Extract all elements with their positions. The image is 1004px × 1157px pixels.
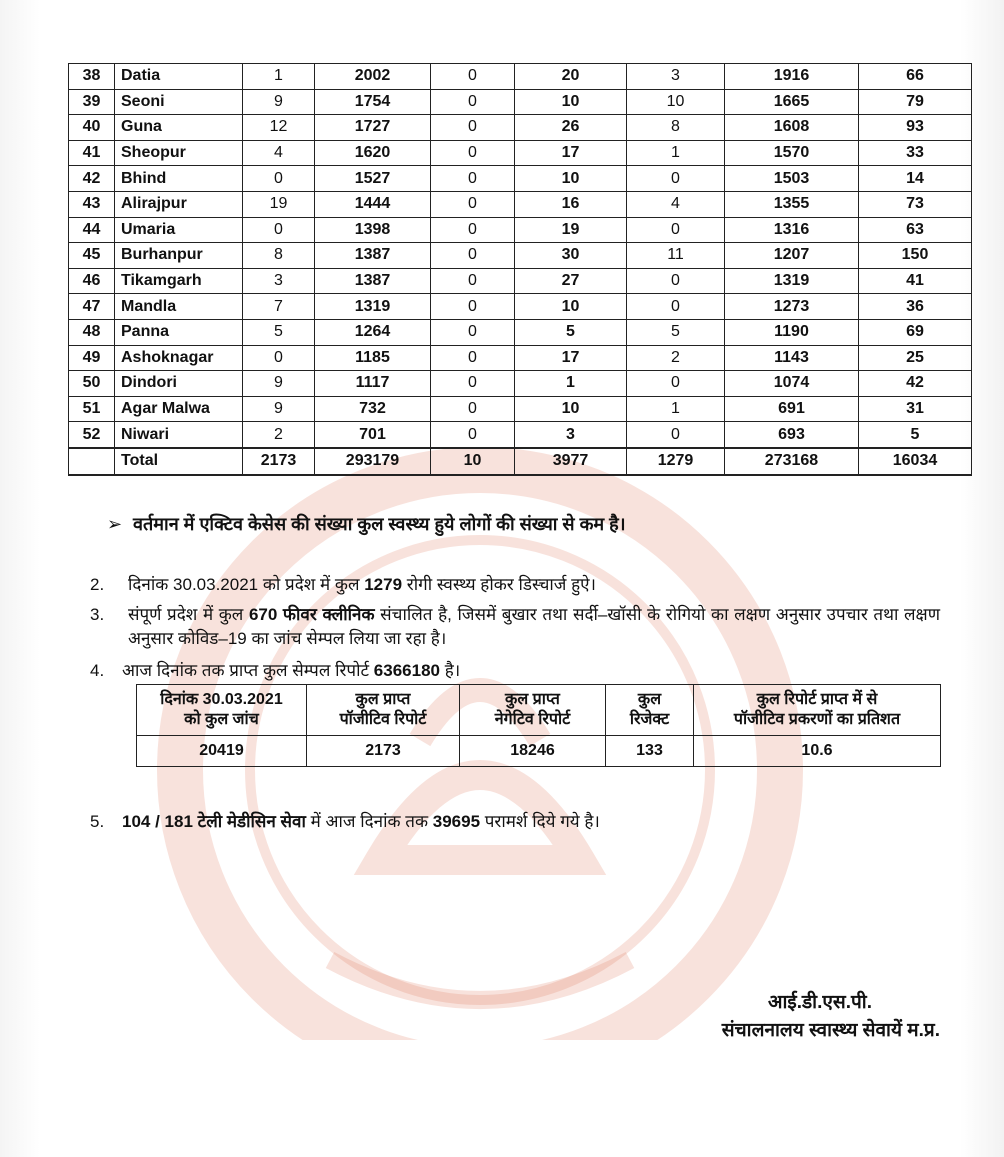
table-cell: 17 <box>515 140 627 166</box>
table-cell: 1273 <box>725 294 859 320</box>
table-row <box>69 191 972 217</box>
table-cell: 0 <box>431 115 515 141</box>
table-cell: 1444 <box>315 191 431 217</box>
table-cell: Agar Malwa <box>115 396 243 422</box>
table-cell: 42 <box>859 371 972 397</box>
table-cell: 3 <box>627 64 725 90</box>
table-cell: 4 <box>243 140 315 166</box>
table-row <box>69 166 972 192</box>
table-cell: 33 <box>859 140 972 166</box>
table-cell: 39 <box>69 89 115 115</box>
table-cell: 1 <box>627 396 725 422</box>
table-cell: 1 <box>515 371 627 397</box>
table-cell: 63 <box>859 217 972 243</box>
table-cell: 30 <box>515 243 627 269</box>
table-cell: 1 <box>243 64 315 90</box>
table-cell: 38 <box>69 64 115 90</box>
active-cases-note <box>107 512 626 536</box>
total-cell: 3977 <box>515 448 627 475</box>
sample-value-cell: 20419 <box>137 736 307 767</box>
table-cell: Mandla <box>115 294 243 320</box>
total-cell: 16034 <box>859 448 972 475</box>
table-cell: 1319 <box>315 294 431 320</box>
table-row <box>69 396 972 422</box>
table-row <box>69 294 972 320</box>
table-cell: Dindori <box>115 371 243 397</box>
signature-idsp: आई.डी.एस.पी. <box>767 992 872 1013</box>
table-cell: 1608 <box>725 115 859 141</box>
table-cell: 10 <box>515 89 627 115</box>
table-cell: 19 <box>243 191 315 217</box>
table-cell: Seoni <box>115 89 243 115</box>
table-cell: 1207 <box>725 243 859 269</box>
table-cell: Alirajpur <box>115 191 243 217</box>
table-cell: 52 <box>69 422 115 448</box>
sample-value-cell: 133 <box>606 736 694 767</box>
table-cell: 1398 <box>315 217 431 243</box>
table-cell: 51 <box>69 396 115 422</box>
table-cell: 2002 <box>315 64 431 90</box>
table-cell: 16 <box>515 191 627 217</box>
table-cell: Datia <box>115 64 243 90</box>
table-row <box>69 268 972 294</box>
table-row <box>69 319 972 345</box>
table-cell: 1185 <box>315 345 431 371</box>
table-cell: 9 <box>243 371 315 397</box>
table-row <box>69 345 972 371</box>
table-cell: 693 <box>725 422 859 448</box>
table-cell: 12 <box>243 115 315 141</box>
table-cell: 2 <box>627 345 725 371</box>
table-cell: 49 <box>69 345 115 371</box>
table-cell: 19 <box>515 217 627 243</box>
active-cases-text: वर्तमान में एक्टिव केसेस की संख्या कुल स्वस्थ्य हुये लोगों की संख्या से कम है। <box>133 514 626 534</box>
table-cell: 691 <box>725 396 859 422</box>
total-cell: 10 <box>431 448 515 475</box>
table-cell: 0 <box>627 268 725 294</box>
signature-directorate: संचालनालय स्वास्थ्य सेवायें म.प्र. <box>721 1020 940 1041</box>
table-cell: 43 <box>69 191 115 217</box>
table-row <box>69 422 972 448</box>
table-cell: 0 <box>431 64 515 90</box>
table-cell: 1264 <box>315 319 431 345</box>
table-cell: 40 <box>69 115 115 141</box>
table-cell: 8 <box>627 115 725 141</box>
table-cell: 0 <box>431 294 515 320</box>
sample-value-cell: 2173 <box>307 736 460 767</box>
total-row <box>69 448 972 475</box>
table-cell: 1387 <box>315 243 431 269</box>
table-cell: 3 <box>243 268 315 294</box>
table-cell: Niwari <box>115 422 243 448</box>
total-cell: 2173 <box>243 448 315 475</box>
sample-header-cell: कुल प्राप्त नेगेटिव रिपोर्ट <box>460 685 606 736</box>
table-cell: 7 <box>243 294 315 320</box>
table-cell: 0 <box>431 396 515 422</box>
table-cell <box>69 448 115 475</box>
table-cell: 9 <box>243 89 315 115</box>
table-cell: Umaria <box>115 217 243 243</box>
table-cell: 4 <box>627 191 725 217</box>
table-cell: 8 <box>243 243 315 269</box>
table-cell: 2 <box>243 422 315 448</box>
table-cell: 150 <box>859 243 972 269</box>
table-cell: 1503 <box>725 166 859 192</box>
total-label: Total <box>115 448 243 475</box>
arrow-bullet-icon: ➢ <box>107 514 123 534</box>
table-cell: 44 <box>69 217 115 243</box>
table-row <box>69 64 972 90</box>
table-cell: 10 <box>627 89 725 115</box>
table-cell: 93 <box>859 115 972 141</box>
total-cell: 273168 <box>725 448 859 475</box>
table-cell: Ashoknagar <box>115 345 243 371</box>
table-cell: 79 <box>859 89 972 115</box>
sample-header-cell: कुल रिजेक्ट <box>606 685 694 736</box>
table-cell: 73 <box>859 191 972 217</box>
table-cell: 50 <box>69 371 115 397</box>
table-cell: 48 <box>69 319 115 345</box>
sample-header-cell: कुल रिपोर्ट प्राप्त में से पॉजीटिव प्रकरणों का प्रतिशत <box>694 685 941 736</box>
table-cell: 0 <box>431 191 515 217</box>
table-cell: 1190 <box>725 319 859 345</box>
table-cell: 5 <box>243 319 315 345</box>
table-cell: 1727 <box>315 115 431 141</box>
table-cell: 0 <box>431 140 515 166</box>
sample-summary-table <box>136 684 941 767</box>
table-cell: 3 <box>515 422 627 448</box>
table-row <box>69 243 972 269</box>
table-cell: 1316 <box>725 217 859 243</box>
table-cell: 0 <box>243 217 315 243</box>
table-cell: 1665 <box>725 89 859 115</box>
table-cell: 1754 <box>315 89 431 115</box>
table-cell: Burhanpur <box>115 243 243 269</box>
table-row <box>69 217 972 243</box>
table-cell: Panna <box>115 319 243 345</box>
table-row <box>69 115 972 141</box>
table-cell: 1143 <box>725 345 859 371</box>
table-cell: 0 <box>243 345 315 371</box>
table-cell: 10 <box>515 294 627 320</box>
sample-header-cell: कुल प्राप्त पॉजीटिव रिपोर्ट <box>307 685 460 736</box>
table-cell: 25 <box>859 345 972 371</box>
table-cell: 31 <box>859 396 972 422</box>
total-cell: 1279 <box>627 448 725 475</box>
table-cell: 0 <box>431 89 515 115</box>
table-cell: Tikamgarh <box>115 268 243 294</box>
table-cell: 1570 <box>725 140 859 166</box>
table-row <box>69 140 972 166</box>
table-cell: 10 <box>515 166 627 192</box>
table-cell: 5 <box>515 319 627 345</box>
table-cell: 26 <box>515 115 627 141</box>
table-cell: 27 <box>515 268 627 294</box>
district-table <box>68 63 972 476</box>
table-cell: 1620 <box>315 140 431 166</box>
table-cell: 11 <box>627 243 725 269</box>
table-cell: 1916 <box>725 64 859 90</box>
table-cell: 0 <box>243 166 315 192</box>
table-cell: 5 <box>859 422 972 448</box>
table-row <box>69 89 972 115</box>
table-cell: 66 <box>859 64 972 90</box>
table-cell: 0 <box>431 243 515 269</box>
table-cell: 1074 <box>725 371 859 397</box>
table-cell: 20 <box>515 64 627 90</box>
sample-value-cell: 10.6 <box>694 736 941 767</box>
table-cell: 45 <box>69 243 115 269</box>
table-cell: 701 <box>315 422 431 448</box>
table-cell: 9 <box>243 396 315 422</box>
table-cell: 0 <box>431 371 515 397</box>
table-cell: 0 <box>431 345 515 371</box>
table-cell: 1117 <box>315 371 431 397</box>
table-cell: 14 <box>859 166 972 192</box>
table-cell: 0 <box>627 294 725 320</box>
table-cell: 0 <box>627 166 725 192</box>
table-cell: 46 <box>69 268 115 294</box>
table-cell: 1319 <box>725 268 859 294</box>
table-cell: 69 <box>859 319 972 345</box>
total-cell: 293179 <box>315 448 431 475</box>
table-row <box>69 371 972 397</box>
table-cell: 5 <box>627 319 725 345</box>
table-cell: 17 <box>515 345 627 371</box>
table-cell: Bhind <box>115 166 243 192</box>
table-cell: 0 <box>431 422 515 448</box>
table-cell: 41 <box>859 268 972 294</box>
table-cell: Guna <box>115 115 243 141</box>
table-cell: 10 <box>515 396 627 422</box>
table-cell: 0 <box>431 166 515 192</box>
table-cell: 0 <box>627 422 725 448</box>
table-cell: 0 <box>431 319 515 345</box>
table-cell: 0 <box>431 268 515 294</box>
sample-header-cell: दिनांक 30.03.2021 को कुल जांच <box>137 685 307 736</box>
table-cell: 1387 <box>315 268 431 294</box>
table-cell: 1527 <box>315 166 431 192</box>
sample-value-cell: 18246 <box>460 736 606 767</box>
table-cell: 47 <box>69 294 115 320</box>
table-cell: 1 <box>627 140 725 166</box>
table-cell: 732 <box>315 396 431 422</box>
table-cell: 0 <box>627 217 725 243</box>
table-cell: Sheopur <box>115 140 243 166</box>
table-cell: 0 <box>627 371 725 397</box>
table-cell: 42 <box>69 166 115 192</box>
table-cell: 36 <box>859 294 972 320</box>
table-cell: 1355 <box>725 191 859 217</box>
table-cell: 41 <box>69 140 115 166</box>
table-cell: 0 <box>431 217 515 243</box>
